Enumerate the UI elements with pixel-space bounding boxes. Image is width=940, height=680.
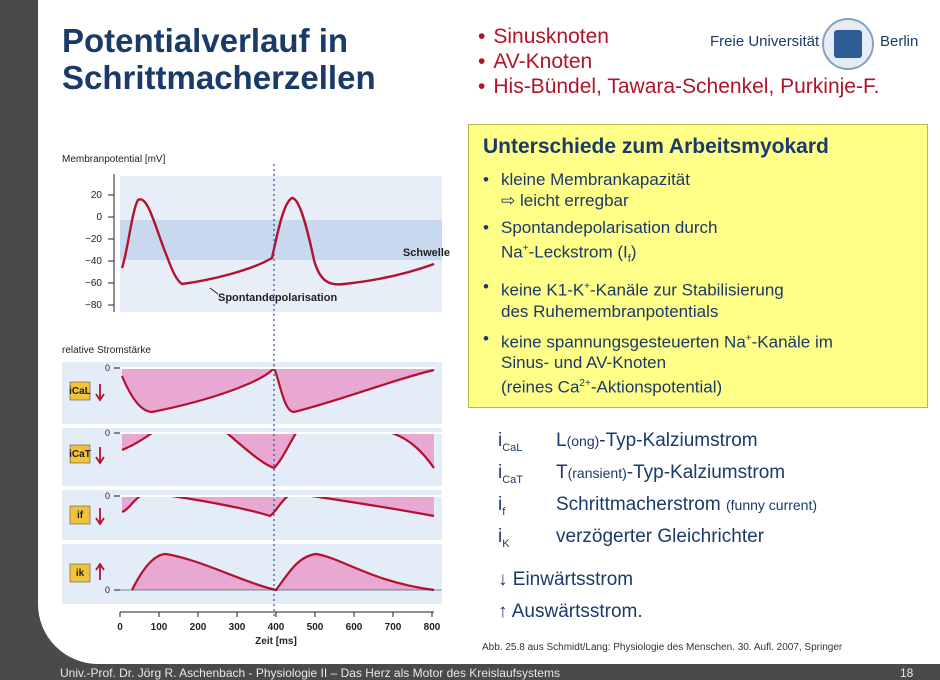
- box-item: • Spontandepolarisation durch Na+-Leckstrom $(I_f)$: [483, 217, 923, 270]
- plot-bg-top: [120, 176, 442, 220]
- outward-label: ↑ Auswärtsstrom.: [498, 601, 643, 622]
- differences-box: [468, 124, 928, 408]
- ytick-label: 0: [96, 212, 102, 223]
- box-item: • keine spannungsgesteuerten Na+-Kanäle im Sinus- und AV-Knoten (reines $Ca^{2+}-Aktionspotential$): [483, 328, 923, 398]
- university-logo: [710, 20, 920, 68]
- bottom-ylabel: relative Stromstärke: [62, 345, 151, 356]
- xtick-label: 100: [150, 622, 168, 633]
- slide: Potentialverlauf in Schrittmacherzellen • Sinusknoten • AV-Knoten • His-Bündel, Tawara-Schenkel, Purkinje-F. Freie Universität Berlin Unterschiede zum Arbeitsmyokard • kleine Membrankapazität ⇨ leicht erregbar • Spontandepolarisation durch Na+-Leckstrom $(I_f)$ • keine K1-K+-Kanäle zur Stabilisierung des Ruhemembranpotentials • keine spannungsgesteuerten Na+-Kanäle im Sinus- und AV-Knoten (reines $Ca^{2+}-Aktionspotential$) $i_{CaL}$ L(ong)-Typ-Kalziumstrom $i_{CaT}$ T(ransient)-Typ-Kalziumstrom $i_f$ Schrittmacherstrom (funny current) $i_K$ verzögerter Gleichrichter ↓ Einwärtsstrom ↑ Auswärtsstrom. Abb. 25.8 aus Schmidt/Lang: Physiologie des Menschen. 30. Aufl. 2007, Springer Univ.-Prof. Dr. Jörg R. Aschenbach - Physiologie II – Das Herz als Motor des Kreislaufsystems 18 Membranpotential [mV] 20 0 −20 −40 −60 −80 Schwelle Spontandepolarisation relative Stromstärke iCaL iCaT if ik 0 0 0 0 0 100 200 300 400 500 600 700 800 Zeit [ms]: [0, 0, 940, 680]
- badge-ik: ik: [75, 568, 85, 579]
- badge-icaL: iCaL: [69, 386, 91, 397]
- band-threshold: [120, 220, 442, 260]
- zero-tick: 0: [104, 491, 110, 501]
- title-line-2: Schrittmacherzellen: [62, 59, 376, 96]
- ytick-label: −40: [85, 256, 102, 267]
- seal-icon: [822, 18, 874, 70]
- figure-source: Abb. 25.8 aus Schmidt/Lang: Physiologie des Menschen. 30. Aufl. 2007, Springer: [482, 642, 843, 653]
- title-line-1: Potentialverlauf in: [62, 22, 349, 59]
- ytick-label: −80: [85, 300, 102, 311]
- top-ylabel: Membranpotential [mV]: [62, 154, 166, 165]
- badge-if: if: [76, 510, 84, 521]
- bullet-item: • AV-Knoten: [478, 49, 879, 74]
- footer-text: Univ.-Prof. Dr. Jörg R. Aschenbach - Physiologie II – Das Herz als Motor des Kreislaufsystems: [60, 666, 560, 680]
- inward-label: ↓ Einwärtsstrom: [498, 569, 634, 590]
- xtick-label: 800: [423, 622, 441, 633]
- zero-tick: 0: [104, 428, 110, 438]
- box-list: [483, 169, 923, 404]
- xtick-label: 400: [267, 622, 285, 633]
- page-number: 18: [900, 666, 914, 680]
- ytick-label: 20: [90, 190, 102, 201]
- xtick-label: 0: [117, 622, 123, 633]
- logo-text-right: Berlin: [880, 33, 919, 50]
- bullet-item: • His-Bündel, Tawara-Schenkel, Purkinje-F.: [478, 74, 879, 99]
- panel-ik: [62, 544, 442, 604]
- spontaneous-depolarisation-label: Spontandepolarisation: [218, 292, 338, 304]
- x-axis-label: Zeit [ms]: [255, 636, 297, 647]
- xtick-label: 200: [189, 622, 207, 633]
- bullet-item: • Sinusknoten: [478, 24, 879, 49]
- ytick-label: −20: [85, 234, 102, 245]
- xtick-label: 600: [345, 622, 363, 633]
- logo-text-left: Freie Universität: [710, 33, 820, 50]
- badge-icaT: iCaT: [69, 449, 91, 460]
- box-item: • kleine Membrankapazität ⇨ leicht erregbar: [483, 169, 923, 211]
- zero-tick: 0: [104, 585, 110, 595]
- zero-tick: 0: [104, 363, 110, 373]
- box-title: Unterschiede zum Arbeitsmyokard: [483, 135, 829, 158]
- xtick-label: 300: [228, 622, 246, 633]
- xtick-label: 700: [384, 622, 402, 633]
- ytick-label: −60: [85, 278, 102, 289]
- box-item: • keine K1-K+-Kanäle zur Stabilisierung des Ruhemembranpotentials: [483, 276, 923, 322]
- current-direction-key: [498, 564, 643, 628]
- threshold-label: Schwelle: [402, 247, 450, 259]
- slide-title: [62, 22, 442, 96]
- xtick-label: 500: [306, 622, 324, 633]
- plot-bg-bottom: [120, 260, 442, 312]
- pacemaker-figure: [62, 150, 462, 650]
